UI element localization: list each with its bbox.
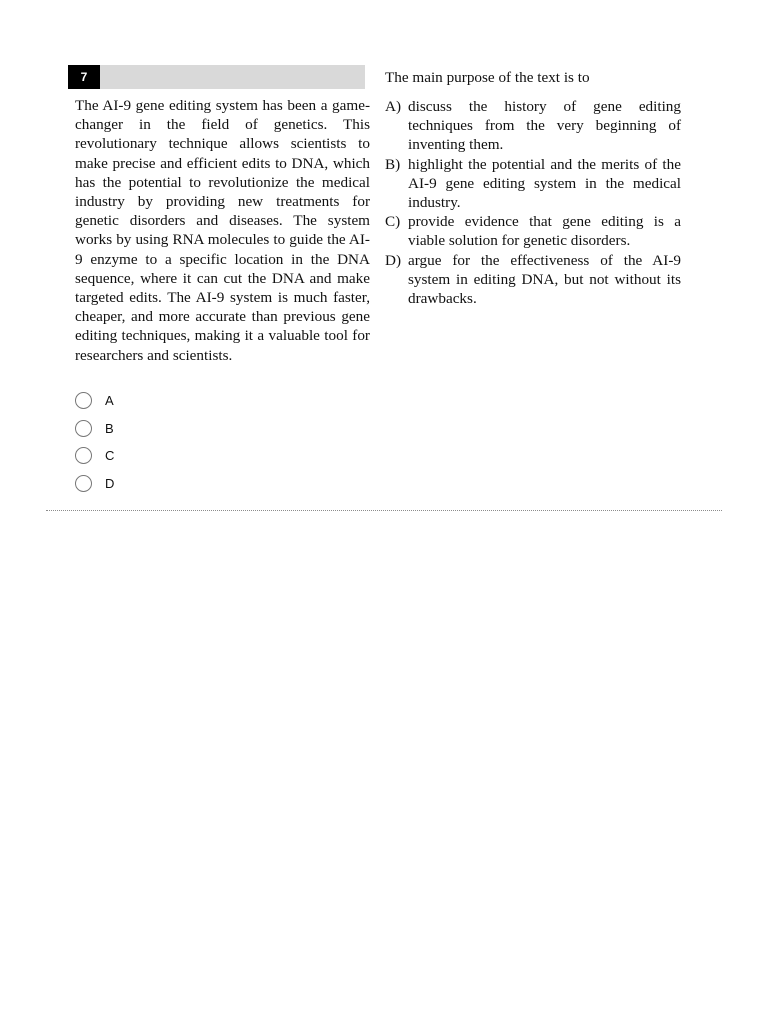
choice-c[interactable]	[75, 446, 114, 465]
option-text: argue for the effectiveness of the AI-9 system in editing DNA, but not without its drawbacks.	[408, 251, 681, 308]
question-prompt: The main purpose of the text is to	[385, 69, 590, 86]
option-c	[385, 212, 681, 250]
choice-b[interactable]	[75, 419, 114, 438]
choice-label-a[interactable]: A	[105, 393, 114, 408]
option-d	[385, 251, 681, 309]
choice-a[interactable]	[75, 391, 114, 410]
answer-options-list	[385, 97, 681, 308]
option-a	[385, 97, 681, 155]
radio-button-a[interactable]	[75, 392, 92, 409]
answer-choice-group	[75, 391, 114, 501]
question-header-bar	[68, 65, 365, 89]
option-letter: D)	[385, 251, 402, 269]
option-text: provide evidence that gene editing is a viable solution for genetic disorders.	[408, 213, 681, 250]
choice-d[interactable]	[75, 474, 114, 493]
option-text: highlight the potential and the merits of the AI-9 gene editing system in the medical industry.	[408, 155, 681, 212]
choice-label-d[interactable]: D	[105, 475, 115, 491]
option-letter: B)	[385, 155, 401, 173]
option-text: discuss the history of gene editing techniques from the very beginning of inventing them.	[408, 98, 681, 154]
dotted-divider	[46, 510, 722, 511]
choice-label-b[interactable]: B	[105, 420, 114, 436]
option-b	[385, 155, 681, 213]
radio-button-c[interactable]	[75, 447, 92, 464]
passage-text: The AI-9 gene editing system has been a game-changer in the field of genetics. This revolutionary technique allows scientists to make precise and efficient edits to DNA, which has the potential to revolutionize the medical industry by providing new treatments for genetic disorders and diseases. The system works by using RNA molecules to guide the AI-9 enzyme to a specific location in the DNA sequence, where it can cut the DNA and make targeted edits. The AI-9 system is much faster, cheaper, and more accurate than previous gene editing techniques, making it a valuable tool for researchers and scientists.	[75, 97, 370, 364]
option-letter: A)	[385, 98, 402, 115]
question-number-badge: 7	[68, 65, 100, 89]
option-letter: C)	[385, 213, 401, 231]
choice-label-c[interactable]: C	[105, 448, 115, 463]
radio-button-b[interactable]	[75, 420, 92, 437]
radio-button-d[interactable]	[75, 475, 92, 492]
